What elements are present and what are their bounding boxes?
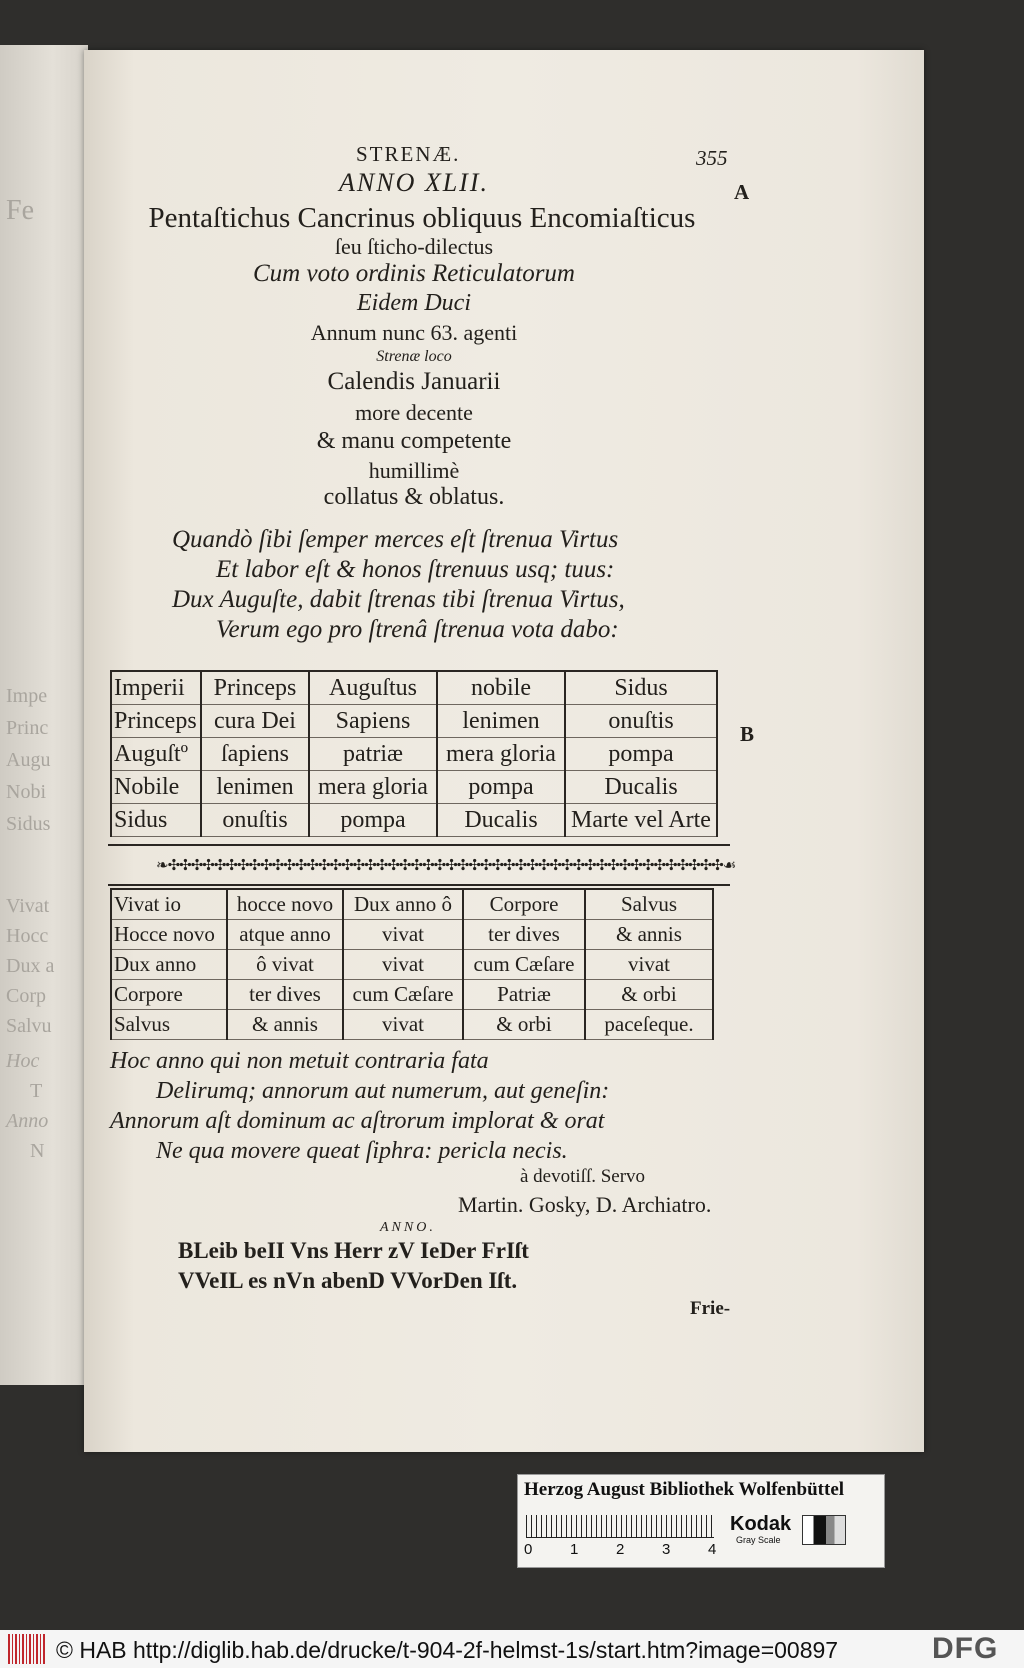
gray-swatch <box>802 1515 846 1545</box>
table-cell: ſapiens <box>201 738 309 771</box>
scale-ruler <box>526 1515 714 1538</box>
cancrinus-grid <box>110 670 718 837</box>
table-cell: Sidus <box>565 671 717 705</box>
table-cell: ter dives <box>463 920 585 950</box>
dedication-line: Eidem Duci <box>357 290 471 316</box>
table-cell: Nobile <box>111 771 201 804</box>
scale-number: 3 <box>662 1541 671 1558</box>
ornament-band: ❧✣✣✣✣✣✣✣✣✣✣✣✣✣✣✣✣✣✣✣✣✣✣✣✣✣✣✣✣✣✣✣✣✣✣✣✣✣✣✣✣✣✣✣✣✣✣✣✣☙ <box>156 858 736 874</box>
table-cell: & orbi <box>585 980 713 1010</box>
verse-line: Annorum aſt dominum ac aſtrorum implorat & orat <box>110 1108 605 1134</box>
prev-page-fragment: T <box>30 1080 43 1102</box>
table-cell: Patriæ <box>463 980 585 1010</box>
chronogram-line: VVeIL es nVn abenD VVorDen Iſt. <box>178 1268 518 1293</box>
prev-page-fragment: Impe <box>6 685 48 707</box>
table-cell: onuſtis <box>565 705 717 738</box>
prev-page-fragment: Fe <box>6 195 34 226</box>
margin-letter-a: A <box>734 180 750 204</box>
prev-page-fragment: Hoc <box>6 1050 40 1072</box>
table-cell: lenimen <box>437 705 565 738</box>
permalink-text[interactable]: © HAB http://diglib.hab.de/drucke/t-904-2f-helmst-1s/start.htm?image=00897 <box>56 1637 839 1663</box>
prev-page-fragment: Augu <box>6 749 51 771</box>
table-cell: Dux anno ô <box>343 889 463 920</box>
verse-line: Et labor eſt & honos ſtrenuus usq; tuus: <box>216 556 615 583</box>
table-cell: Corpore <box>111 980 227 1010</box>
prev-page-fragment: Anno <box>6 1110 49 1132</box>
verse-line: Ne qua movere queat ſiphra: pericla necis. <box>156 1138 568 1164</box>
dedication-line: Annum nunc 63. agenti <box>310 320 518 345</box>
verse-line: Dux Auguſte, dabit ſtrenas tibi ſtrenua Virtus, <box>172 586 625 613</box>
table-cell: pompa <box>437 771 565 804</box>
prev-page-fragment: Dux a <box>6 955 55 977</box>
table-cell: Dux anno <box>111 950 227 980</box>
table-cell: vivat <box>343 1010 463 1040</box>
verse-line: Quandò ſibi ſemper merces eſt ſtrenua Virtus <box>172 526 619 553</box>
table-cell: cura Dei <box>201 705 309 738</box>
table-cell: pompa <box>309 804 437 837</box>
table-cell: Ducalis <box>565 771 717 804</box>
dedication-line: & manu competente <box>316 428 512 454</box>
scale-number: 2 <box>616 1541 625 1558</box>
table-row <box>111 920 713 950</box>
scale-number: 1 <box>570 1541 579 1558</box>
table-cell: & annis <box>585 920 713 950</box>
table-row <box>111 705 717 738</box>
chronogram-label: ANNO. <box>380 1220 436 1235</box>
prev-page-fragment: Salvu <box>6 1015 52 1037</box>
table-cell: mera gloria <box>437 738 565 771</box>
divider-rule <box>108 884 730 886</box>
table-cell: Ducalis <box>437 804 565 837</box>
table-cell: Imperii <box>111 671 201 705</box>
table-cell: Hocce novo <box>111 920 227 950</box>
table-cell: paceſeque. <box>585 1010 713 1040</box>
prev-page-fragment: Hocc <box>6 925 49 947</box>
table-row <box>111 738 717 771</box>
table-cell: Marte vel Arte <box>565 804 717 837</box>
table-row <box>111 950 713 980</box>
verse-line: Delirumq; annorum aut numerum, aut geneſin: <box>156 1078 610 1104</box>
dedication-line: more decente <box>355 400 473 425</box>
table-row <box>111 804 717 837</box>
signature-line: à devotiſſ. Servo <box>520 1166 646 1187</box>
hab-logo-icon <box>8 1634 46 1664</box>
table-cell: Sidus <box>111 804 201 837</box>
table-cell: vivat <box>585 950 713 980</box>
dfg-logo: DFG <box>932 1632 999 1665</box>
vivat-grid <box>110 888 714 1040</box>
table-cell: Vivat io <box>111 889 227 920</box>
color-target-card <box>517 1474 885 1568</box>
dedication-line: Calendis Januarii <box>327 368 501 395</box>
divider-rule <box>108 844 730 846</box>
table-cell: vivat <box>343 920 463 950</box>
table-cell: mera gloria <box>309 771 437 804</box>
dedication-line: collatus & oblatus. <box>323 484 505 510</box>
page-number: 355 <box>696 146 728 170</box>
table-cell: Auguſtus <box>309 671 437 705</box>
kodak-label: Kodak <box>730 1513 792 1535</box>
margin-letter-b: B <box>740 722 755 746</box>
table-cell: cum Cæſare <box>463 950 585 980</box>
table-row <box>111 671 717 705</box>
footer-bar <box>0 1630 1024 1668</box>
gray-scale-label: Gray Scale <box>736 1535 781 1545</box>
table-cell: lenimen <box>201 771 309 804</box>
table-cell: Corpore <box>463 889 585 920</box>
table-cell: Salvus <box>585 889 713 920</box>
prev-page-fragment: Vivat <box>6 895 50 917</box>
table-cell: Auguſtº <box>111 738 201 771</box>
table-cell: pompa <box>565 738 717 771</box>
table-row <box>111 1010 713 1040</box>
prev-page-fragment: N <box>30 1140 45 1162</box>
table-cell: & annis <box>227 1010 343 1040</box>
prev-page-fragment: Nobi <box>6 781 46 803</box>
table-cell: ô vivat <box>227 950 343 980</box>
table-cell: nobile <box>437 671 565 705</box>
table-row <box>111 980 713 1010</box>
dedication-line: Strenæ loco <box>376 348 452 365</box>
table-row <box>111 771 717 804</box>
dedication-line: humillimè <box>368 458 460 483</box>
table-cell: Princeps <box>111 705 201 738</box>
chronogram-line: BLeib beII Vns Herr zV IeDer FrIſt <box>178 1238 529 1263</box>
grid-table <box>110 888 714 1040</box>
prev-page-fragment: Corp <box>6 985 46 1007</box>
table-cell: patriæ <box>309 738 437 771</box>
scale-number: 0 <box>524 1541 533 1558</box>
title: Pentaſtichus Cancrinus obliquus Encomiaſticus <box>148 202 696 234</box>
table-row <box>111 889 713 920</box>
subtitle: ſeu ſticho-dilectus <box>334 234 494 259</box>
table-cell: Sapiens <box>309 705 437 738</box>
table-cell: onuſtis <box>201 804 309 837</box>
running-title: STRENÆ. <box>356 142 461 166</box>
table-cell: vivat <box>343 950 463 980</box>
scale-number: 4 <box>708 1541 717 1558</box>
table-cell: Princeps <box>201 671 309 705</box>
prev-page-fragment: Princ <box>6 717 49 739</box>
library-name: Herzog August Bibliothek Wolfenbüttel <box>524 1479 845 1500</box>
verse-line: Hoc anno qui non metuit contraria fata <box>110 1048 489 1074</box>
anno-heading: ANNO XLII. <box>339 168 489 197</box>
table-cell: hocce novo <box>227 889 343 920</box>
catchword: Frie- <box>690 1298 731 1319</box>
verse-line: Verum ego pro ſtrenâ ſtrenua vota dabo: <box>216 616 619 643</box>
prev-page-fragment: Sidus <box>6 813 51 835</box>
grid-table <box>110 670 718 837</box>
book-page <box>84 50 924 1452</box>
table-cell: atque anno <box>227 920 343 950</box>
dedication-line: Cum voto ordinis Reticulatorum <box>253 260 575 287</box>
table-cell: & orbi <box>463 1010 585 1040</box>
signature-name: Martin. Gosky, D. Archiatro. <box>458 1192 712 1217</box>
table-cell: ter dives <box>227 980 343 1010</box>
table-cell: cum Cæſare <box>343 980 463 1010</box>
table-cell: Salvus <box>111 1010 227 1040</box>
